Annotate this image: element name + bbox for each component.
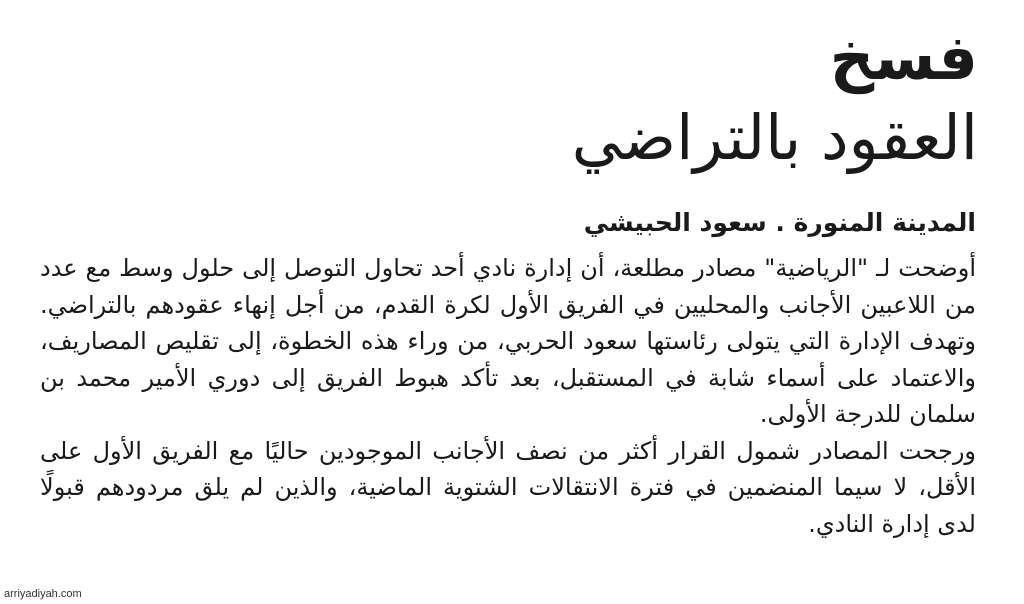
article-headline: العقود بالتراضي [571,101,978,174]
article-paragraph: أوضحت لـ "الرياضية" مصادر مطلعة، أن إدارة نادي أحد تحاول التوصل إلى حلول وسط مع عدد من اللاعبين الأجانب والمحليين في الفريق الأول لكرة القدم، من أجل إنهاء عقودهم بالتراضي. وتهدف الإدارة التي يتولى رئاستها سعود الحربي، من وراء هذه الخطوة، إلى تقليص المصاريف، والاعتماد على أسماء شابة في المستقبل، بعد تأكد هبوط الفريق إلى دوري الأمير محمد بن سلمان للدرجة الأولى. [40,254,976,428]
article-byline: المدينة المنورة . سعود الحبيشي [583,208,976,237]
article-paragraph: ورجحت المصادر شمول القرار أكثر من نصف الأجانب الموجودين حاليًا مع الفريق الأول على الأقل، لا سيما المنضمين في فترة الانتقالات الشتوية الماضية، والذين لم يلق مردودهم قبولًا لدى إدارة النادي. [40,436,976,538]
article [40,20,980,542]
article-kicker: فسخ [829,21,978,94]
article-body [40,250,980,542]
source-credit: arriyadiyah.com [4,588,82,600]
